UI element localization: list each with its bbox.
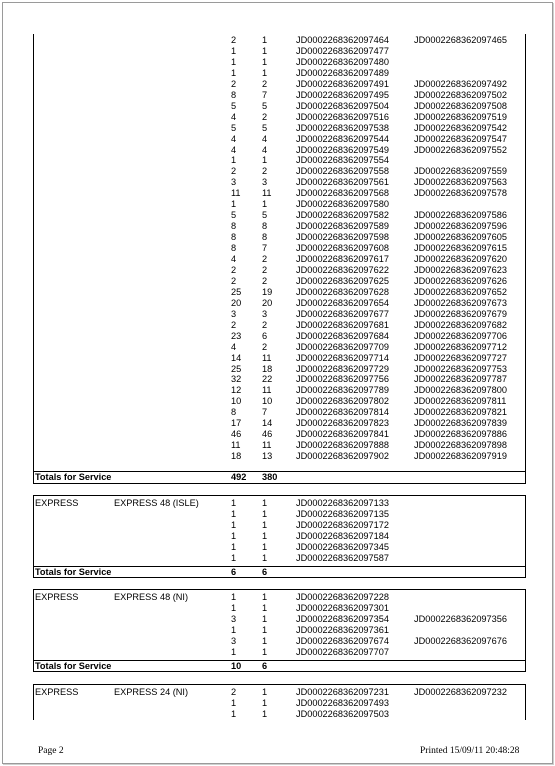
table-row: [34, 509, 525, 520]
item-count: 3: [231, 308, 237, 319]
first-tracking-id: JD0002268362097622: [296, 264, 389, 275]
consignment-count: 2: [262, 78, 268, 89]
item-count: 1: [231, 708, 237, 719]
last-tracking-id: JD0002268362097542: [414, 122, 507, 133]
first-tracking-id: JD0002268362097231: [296, 687, 389, 697]
last-tracking-id: JD0002268362097623: [414, 264, 507, 275]
consignment-count: 1: [262, 697, 268, 708]
item-count: 3: [231, 177, 237, 188]
item-count: 20: [231, 297, 242, 308]
consignment-count: 4: [262, 133, 268, 144]
item-count: 1: [231, 541, 237, 552]
table-row: [34, 101, 525, 112]
consignment-count: 1: [262, 35, 268, 45]
item-count: 32: [231, 374, 242, 385]
item-count: 1: [231, 519, 237, 530]
item-count: 1: [231, 530, 237, 541]
item-count: 3: [231, 635, 237, 646]
table-row: [34, 46, 525, 57]
consignment-count: 6: [262, 330, 268, 341]
last-tracking-id: JD0002268362097706: [414, 330, 507, 341]
item-count: 1: [231, 552, 237, 563]
first-tracking-id: JD0002268362097489: [296, 67, 389, 78]
first-tracking-id: JD0002268362097568: [296, 188, 389, 199]
table-row: [34, 592, 525, 603]
item-count: 11: [231, 440, 241, 451]
last-tracking-id: JD0002268362097811: [414, 396, 507, 407]
service-name: EXPRESS 24 (NI): [114, 687, 189, 697]
first-tracking-id: JD0002268362097814: [296, 407, 389, 418]
last-tracking-id: JD0002268362097839: [414, 418, 507, 429]
item-count: 4: [231, 254, 237, 264]
consignment-count: 3: [262, 308, 268, 319]
table-row: [34, 451, 525, 462]
first-tracking-id: JD0002268362097516: [296, 111, 389, 122]
table-row: [34, 614, 525, 625]
consignment-count: 1: [262, 530, 268, 541]
consignment-count: 11: [262, 188, 272, 199]
consignment-count: 1: [262, 624, 268, 635]
item-count: 8: [231, 407, 237, 418]
last-tracking-id: JD0002268362097727: [414, 352, 507, 363]
table-row: [34, 331, 525, 342]
last-tracking-id: JD0002268362097559: [414, 166, 507, 177]
last-tracking-id: JD0002268362097626: [414, 275, 507, 286]
last-tracking-id: JD0002268362097547: [414, 133, 507, 144]
last-tracking-id: JD0002268362097682: [414, 319, 507, 330]
consignment-count: 3: [262, 177, 268, 188]
first-tracking-id: JD0002268362097802: [296, 396, 389, 407]
item-count: 2: [231, 275, 237, 286]
consignment-count: 18: [262, 363, 273, 374]
consignment-count: 13: [262, 451, 273, 462]
totals-label: Totals for Service: [35, 661, 112, 671]
item-count: 2: [231, 166, 237, 177]
table-row: [34, 647, 525, 658]
table-row: [34, 254, 525, 265]
first-tracking-id: JD0002268362097480: [296, 56, 389, 67]
consignment-count: 1: [262, 508, 268, 519]
item-count: 8: [231, 89, 237, 100]
table-row: [34, 298, 525, 309]
first-tracking-id: JD0002268362097228: [296, 592, 389, 602]
table-row: [34, 134, 525, 145]
service-section: [33, 589, 526, 672]
page-number: Page 2: [38, 746, 64, 756]
totals-label: Totals for Service: [35, 472, 112, 482]
first-tracking-id: JD0002268362097491: [296, 78, 389, 89]
consignment-count: 1: [262, 541, 268, 552]
consignment-count: 20: [262, 297, 273, 308]
item-count: 5: [231, 100, 237, 111]
consignment-count: 1: [262, 67, 268, 78]
table-row: [34, 603, 525, 614]
first-tracking-id: JD0002268362097495: [296, 89, 389, 100]
consignment-count: 1: [262, 708, 268, 719]
consignment-count: 1: [262, 646, 268, 657]
consignment-count: 46: [262, 429, 273, 440]
first-tracking-id: JD0002268362097789: [296, 385, 389, 396]
table-row: [34, 531, 525, 542]
table-row: [34, 123, 525, 134]
service-code: EXPRESS: [35, 592, 79, 602]
service-name: EXPRESS 48 (ISLE): [114, 498, 199, 508]
table-row: [34, 553, 525, 564]
first-tracking-id: JD0002268362097823: [296, 418, 389, 429]
first-tracking-id: JD0002268362097625: [296, 275, 389, 286]
consignment-count: 2: [262, 254, 268, 264]
first-tracking-id: JD0002268362097504: [296, 100, 389, 111]
totals-row: [34, 471, 525, 483]
item-count: 11: [231, 188, 241, 199]
item-count: 4: [231, 133, 237, 144]
printed-timestamp: Printed 15/09/11 20:48:28: [420, 746, 520, 756]
first-tracking-id: JD0002268362097561: [296, 177, 389, 188]
consignment-count: 11: [262, 352, 272, 363]
table-row: [34, 440, 525, 451]
table-row: [34, 57, 525, 68]
last-tracking-id: JD0002268362097787: [414, 374, 507, 385]
table-row: [34, 199, 525, 210]
first-tracking-id: JD0002268362097841: [296, 429, 389, 440]
table-row: [34, 243, 525, 254]
consignment-count: 1: [262, 519, 268, 530]
last-tracking-id: JD0002268362097821: [414, 407, 507, 418]
first-tracking-id: JD0002268362097172: [296, 519, 389, 530]
item-count: 2: [231, 319, 237, 330]
first-tracking-id: JD0002268362097729: [296, 363, 389, 374]
item-count: 1: [231, 155, 237, 166]
first-tracking-id: JD0002268362097681: [296, 319, 389, 330]
table-row: [34, 364, 525, 375]
consignment-count: 22: [262, 374, 273, 385]
consignment-count: 1: [262, 592, 268, 602]
total-items: 6: [231, 567, 237, 577]
item-count: 8: [231, 243, 237, 254]
last-tracking-id: JD0002268362097232: [414, 687, 507, 697]
last-tracking-id: JD0002268362097652: [414, 286, 507, 297]
item-count: 46: [231, 429, 242, 440]
first-tracking-id: JD0002268362097345: [296, 541, 389, 552]
item-count: 10: [231, 396, 242, 407]
first-tracking-id: JD0002268362097617: [296, 254, 389, 264]
first-tracking-id: JD0002268362097707: [296, 646, 389, 657]
item-count: 4: [231, 144, 237, 155]
service-name: EXPRESS 48 (NI): [114, 592, 189, 602]
table-row: [34, 35, 525, 46]
item-count: 5: [231, 210, 237, 221]
last-tracking-id: JD0002268362097552: [414, 144, 507, 155]
table-row: [34, 90, 525, 101]
first-tracking-id: JD0002268362097580: [296, 199, 389, 210]
table-row: [34, 374, 525, 385]
first-tracking-id: JD0002268362097677: [296, 308, 389, 319]
first-tracking-id: JD0002268362097608: [296, 243, 389, 254]
consignment-count: 2: [262, 341, 268, 352]
item-count: 1: [231, 498, 237, 508]
consignment-count: 1: [262, 635, 268, 646]
item-count: 4: [231, 111, 237, 122]
last-tracking-id: JD0002268362097519: [414, 111, 507, 122]
last-tracking-id: JD0002268362097615: [414, 243, 507, 254]
last-tracking-id: JD0002268362097753: [414, 363, 507, 374]
table-row: [34, 112, 525, 123]
table-row: [34, 353, 525, 364]
item-count: 2: [231, 264, 237, 275]
last-tracking-id: JD0002268362097676: [414, 635, 507, 646]
total-consignments: 6: [262, 661, 268, 671]
first-tracking-id: JD0002268362097589: [296, 221, 389, 232]
service-section: [33, 684, 526, 720]
service-code: EXPRESS: [35, 687, 79, 697]
consignment-count: 2: [262, 275, 268, 286]
consignment-count: 1: [262, 45, 268, 56]
item-count: 1: [231, 592, 237, 602]
item-count: 8: [231, 232, 237, 243]
table-row: [34, 520, 525, 531]
table-row: [34, 79, 525, 90]
consignment-count: 1: [262, 602, 268, 613]
consignment-count: 1: [262, 613, 268, 624]
item-count: 2: [231, 687, 237, 697]
total-items: 492: [231, 472, 247, 482]
item-count: 25: [231, 286, 242, 297]
consignment-count: 2: [262, 319, 268, 330]
table-row: [34, 320, 525, 331]
totals-label: Totals for Service: [35, 567, 112, 577]
last-tracking-id: JD0002268362097502: [414, 89, 507, 100]
item-count: 1: [231, 199, 237, 210]
item-count: 1: [231, 602, 237, 613]
item-count: 18: [231, 451, 242, 462]
first-tracking-id: JD0002268362097709: [296, 341, 389, 352]
service-section: [33, 34, 526, 484]
table-row: [34, 498, 525, 509]
table-row: [34, 709, 525, 720]
item-count: 1: [231, 697, 237, 708]
last-tracking-id: JD0002268362097586: [414, 210, 507, 221]
item-count: 23: [231, 330, 242, 341]
first-tracking-id: JD0002268362097354: [296, 613, 389, 624]
table-row: [34, 68, 525, 79]
last-tracking-id: JD0002268362097919: [414, 451, 507, 462]
first-tracking-id: JD0002268362097464: [296, 35, 389, 45]
table-row: [34, 342, 525, 353]
last-tracking-id: JD0002268362097596: [414, 221, 507, 232]
service-code: EXPRESS: [35, 498, 79, 508]
consignment-count: 2: [262, 166, 268, 177]
item-count: 1: [231, 508, 237, 519]
first-tracking-id: JD0002268362097554: [296, 155, 389, 166]
item-count: 1: [231, 624, 237, 635]
last-tracking-id: JD0002268362097563: [414, 177, 507, 188]
consignment-count: 7: [262, 243, 268, 254]
consignment-count: 2: [262, 111, 268, 122]
item-count: 12: [231, 385, 242, 396]
item-count: 4: [231, 341, 237, 352]
last-tracking-id: JD0002268362097712: [414, 341, 507, 352]
consignment-count: 14: [262, 418, 273, 429]
last-tracking-id: JD0002268362097898: [414, 440, 507, 451]
item-count: 5: [231, 122, 237, 133]
table-row: [34, 265, 525, 276]
item-count: 3: [231, 613, 237, 624]
consignment-count: 5: [262, 210, 268, 221]
consignment-count: 1: [262, 498, 268, 508]
last-tracking-id: JD0002268362097800: [414, 385, 507, 396]
table-row: [34, 232, 525, 243]
table-row: [34, 287, 525, 298]
first-tracking-id: JD0002268362097135: [296, 508, 389, 519]
table-row: [34, 276, 525, 287]
consignment-count: 1: [262, 687, 268, 697]
table-row: [34, 636, 525, 647]
totals-row: [34, 660, 525, 672]
item-count: 1: [231, 646, 237, 657]
last-tracking-id: JD0002268362097886: [414, 429, 507, 440]
table-row: [34, 210, 525, 221]
item-count: 2: [231, 78, 237, 89]
table-row: [34, 698, 525, 709]
first-tracking-id: JD0002268362097628: [296, 286, 389, 297]
first-tracking-id: JD0002268362097587: [296, 552, 389, 563]
table-row: [34, 687, 525, 698]
first-tracking-id: JD0002268362097888: [296, 440, 389, 451]
consignment-count: 10: [262, 396, 273, 407]
consignment-count: 1: [262, 552, 268, 563]
last-tracking-id: JD0002268362097679: [414, 308, 507, 319]
table-row: [34, 188, 525, 199]
table-row: [34, 407, 525, 418]
first-tracking-id: JD0002268362097582: [296, 210, 389, 221]
first-tracking-id: JD0002268362097598: [296, 232, 389, 243]
first-tracking-id: JD0002268362097503: [296, 708, 389, 719]
consignment-count: 4: [262, 144, 268, 155]
item-count: 1: [231, 45, 237, 56]
first-tracking-id: JD0002268362097902: [296, 451, 389, 462]
first-tracking-id: JD0002268362097549: [296, 144, 389, 155]
table-row: [34, 145, 525, 156]
last-tracking-id: JD0002268362097465: [414, 35, 507, 45]
first-tracking-id: JD0002268362097184: [296, 530, 389, 541]
table-row: [34, 309, 525, 320]
first-tracking-id: JD0002268362097714: [296, 352, 389, 363]
first-tracking-id: JD0002268362097477: [296, 45, 389, 56]
table-row: [34, 177, 525, 188]
consignment-count: 7: [262, 407, 268, 418]
table-row: [34, 166, 525, 177]
table-row: [34, 396, 525, 407]
item-count: 17: [231, 418, 242, 429]
first-tracking-id: JD0002268362097558: [296, 166, 389, 177]
consignment-count: 2: [262, 264, 268, 275]
last-tracking-id: JD0002268362097356: [414, 613, 507, 624]
first-tracking-id: JD0002268362097361: [296, 624, 389, 635]
last-tracking-id: JD0002268362097605: [414, 232, 507, 243]
consignment-count: 11: [262, 385, 272, 396]
consignment-count: 1: [262, 56, 268, 67]
item-count: 1: [231, 67, 237, 78]
consignment-count: 11: [262, 440, 272, 451]
table-row: [34, 418, 525, 429]
last-tracking-id: JD0002268362097508: [414, 100, 507, 111]
service-section: [33, 495, 526, 578]
last-tracking-id: JD0002268362097620: [414, 254, 507, 264]
item-count: 1: [231, 56, 237, 67]
item-count: 14: [231, 352, 242, 363]
item-count: 25: [231, 363, 242, 374]
first-tracking-id: JD0002268362097544: [296, 133, 389, 144]
table-row: [34, 542, 525, 553]
first-tracking-id: JD0002268362097674: [296, 635, 389, 646]
first-tracking-id: JD0002268362097684: [296, 330, 389, 341]
table-row: [34, 155, 525, 166]
item-count: 2: [231, 35, 237, 45]
total-consignments: 380: [262, 472, 278, 482]
total-items: 10: [231, 661, 242, 671]
table-row: [34, 221, 525, 232]
consignment-count: 8: [262, 221, 268, 232]
consignment-count: 8: [262, 232, 268, 243]
last-tracking-id: JD0002268362097673: [414, 297, 507, 308]
consignment-count: 1: [262, 155, 268, 166]
totals-row: [34, 566, 525, 578]
table-row: [34, 429, 525, 440]
table-row: [34, 385, 525, 396]
first-tracking-id: JD0002268362097301: [296, 602, 389, 613]
last-tracking-id: JD0002268362097492: [414, 78, 507, 89]
first-tracking-id: JD0002268362097654: [296, 297, 389, 308]
first-tracking-id: JD0002268362097538: [296, 122, 389, 133]
consignment-count: 5: [262, 100, 268, 111]
consignment-count: 5: [262, 122, 268, 133]
item-count: 8: [231, 221, 237, 232]
consignment-count: 19: [262, 286, 273, 297]
consignment-count: 1: [262, 199, 268, 210]
total-consignments: 6: [262, 567, 268, 577]
first-tracking-id: JD0002268362097133: [296, 498, 389, 508]
first-tracking-id: JD0002268362097493: [296, 697, 389, 708]
last-tracking-id: JD0002268362097578: [414, 188, 507, 199]
table-row: [34, 625, 525, 636]
consignment-count: 7: [262, 89, 268, 100]
first-tracking-id: JD0002268362097756: [296, 374, 389, 385]
